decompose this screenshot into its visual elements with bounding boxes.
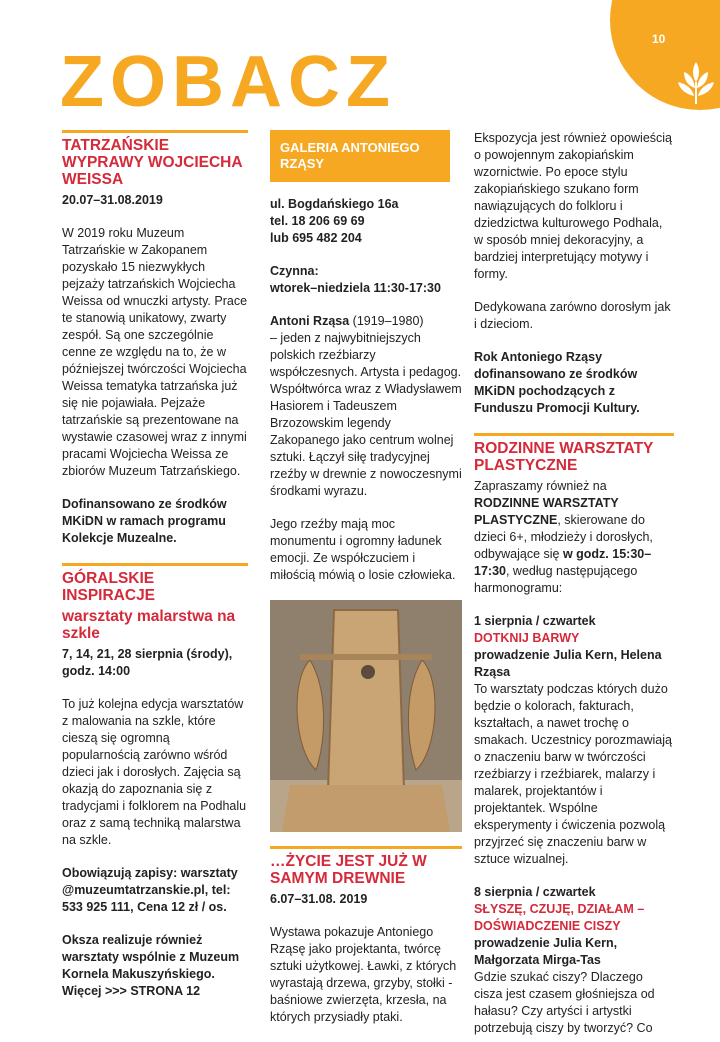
open-label: Czynna:	[270, 264, 319, 278]
more-link[interactable]: Więcej >>> STRONA 12	[62, 984, 201, 998]
section-divider	[474, 433, 674, 436]
intro-bold: RODZINNE WARSZTATY PLASTYCZNE	[474, 496, 619, 527]
workshop-lead: prowadzenie Julia Kern, Małgorzata Mirga-Tas	[474, 936, 618, 967]
section-date: 20.07–31.08.2019	[62, 193, 163, 207]
wheat-icon	[674, 52, 718, 104]
section-divider	[62, 130, 248, 133]
bio-body-2: Jego rzeźby mają moc monumentu i ogromny ładunek emocji. Ze współczuciem i miłością mówią o losie człowieka.	[270, 517, 456, 582]
section-title-zycie: …ŻYCIE JEST JUŻ W SAMYM DREWNIE	[270, 853, 427, 887]
intro-text: , według następującego harmonogramu:	[474, 564, 638, 595]
open-hours: wtorek–niedziela 11:30-17:30	[270, 281, 441, 295]
intro-hours: w godz. 15:30–17:30	[474, 547, 652, 578]
column-left	[62, 130, 248, 1000]
workshop-title: SŁYSZĘ, CZUJĘ, DZIAŁAM – DOŚWIADCZENIE CISZY	[474, 902, 645, 933]
paragraph: Ekspozycja jest również opowieścią o powojennym zakopiańskim wzornictwie. Po epoce stylu zakopiańskiego szukano form nawiązujących do folkloru i dziedzictwa kulturowego Podhala, w sposób mniej dekoracyjny, a bardziej interpretujący motywy i formy.	[474, 131, 673, 281]
paragraph: Dedykowana zarówno dorosłym jak i dzieciom.	[474, 300, 671, 331]
intro-text: Zapraszamy również na	[474, 479, 607, 493]
page-number: 10	[652, 32, 666, 46]
workshop-lead: prowadzenie Julia Kern, Helena Rząsa	[474, 648, 662, 679]
column-right	[474, 130, 674, 1037]
section-date: 6.07–31.08. 2019	[270, 892, 368, 906]
section-title-goralskie: GÓRALSKIE INSPIRACJE	[62, 570, 156, 604]
workshop-title: DOTKNIJ BARWY	[474, 631, 580, 645]
phone-2: lub 695 482 204	[270, 231, 362, 245]
section-date: 7, 14, 21, 28 sierpnia (środy), godz. 14:00	[62, 647, 233, 678]
intro-text: , skierowane do dzieci 6+, młodzieży i dorosłych, odbywające się	[474, 513, 653, 561]
bio-name: Antoni Rząsa	[270, 314, 350, 328]
wooden-chair-sculpture-photo	[270, 600, 462, 832]
column-middle	[270, 130, 462, 1042]
page-title: ZOBACZ	[60, 42, 396, 122]
phone-1: tel. 18 206 69 69	[270, 214, 365, 228]
section-body: To już kolejna edycja warsztatów z malowania na szkle, które cieszą się ogromną popularnością zarówno wśród dzieci jak i dorosłych. Zajęcia są okazją do zapoznania się z tradycjami i folklorem na Podhalu oraz z samą techniką malarstwa na szkle.	[62, 697, 247, 847]
oksza-note: Oksza realizuje również warsztaty wspólnie z Muzeum Kornela Makuszyńskiego.	[62, 933, 240, 981]
workshops-intro	[474, 478, 674, 597]
workshop-body: Gdzie szukać ciszy? Dlaczego cisza jest czasem głośniejsza od hałasu? Czy artyści i artystki potrzebują ciszy by tworzyć? Co	[474, 970, 655, 1035]
section-body: W 2019 roku Muzeum Tatrzańskie w Zakopanem pozyskało 15 niezwykłych pejzaży tatrzańskich Wojciecha Weissa od wnuczki artysty. Prace te stanowią unikatowy, zwarty zespół. Są one szczególnie cenne ze względu na to, że w późniejszej twórczości Wojciecha Weissa tematyka tatrzańska już się nie pojawiała. Pejzaże tatrzańskie są prezentowane na wystawie czasowej wraz z innymi pracami Wojciecha Weissa ze zbiorów Muzeum Tatrzańskiego.	[62, 226, 248, 478]
section-divider	[270, 846, 462, 849]
section-body: Wystawa pokazuje Antoniego Rząsę jako projektanta, twórcę sztuki użytkowej. Ławki, z których wyrastają drzewa, grzyby, stołki - baśniowe zwierzęta, krzesła, na których przysiadły ptaki.	[270, 925, 457, 1024]
funding-note: Rok Antoniego Rząsy dofinansowano ze środków MKiDN pochodzących z Funduszu Promocji Kultury.	[474, 350, 640, 415]
section-divider	[62, 563, 248, 566]
workshop-date: 1 sierpnia / czwartek	[474, 614, 596, 628]
bio-body: – jeden z najwybitniejszych polskich rzeźbiarzy współczesnych. Artysta i pedagog. Współtwórca wraz z Władysławem Hasiorem i Tadeuszem Brzozowskim legendy Zakopanego jako centrum wolnej sztuki. Łączył siłę tradycyjnej rzeźby w drewnie z nowoczesnymi środkami wyrazu.	[270, 331, 462, 498]
gallery-title-box: GALERIA ANTONIEGO RZĄSY	[270, 130, 450, 182]
section-title-weiss: TATRZAŃSKIE WYPRAWY WOJCIECHA WEISSA	[62, 137, 242, 188]
workshop-date: 8 sierpnia / czwartek	[474, 885, 596, 899]
section-subtitle: warsztaty malarstwa na szkle	[62, 608, 236, 642]
address: ul. Bogdańskiego 16a	[270, 197, 399, 211]
signup-info: Obowiązują zapisy: warsztaty @muzeumtatrzanskie.pl, tel: 533 925 111, Cena 12 zł / os.	[62, 866, 238, 914]
workshop-body: To warsztaty podczas których dużo będzie o kolorach, fakturach, kształtach, a nawet trochę o smakach. Uczestnicy porozmawiają o znaczeniu barw w twórczości rzeźbiarzy i rzeźbiarek, malarzy i malarek, projektantów i projektantek. Wspólne eksperymenty i ćwiczenia pozwolą przyjrzeć się znaczeniu barw w sztuce wizualnej.	[474, 682, 672, 866]
bio-years: (1919–1980)	[349, 314, 424, 328]
funding-note: Dofinansowano ze środków MKiDN w ramach programu Kolekcje Muzealne.	[62, 497, 227, 545]
section-title-warsztaty: RODZINNE WARSZTATY PLASTYCZNE	[474, 440, 654, 474]
bio-text	[270, 313, 462, 500]
